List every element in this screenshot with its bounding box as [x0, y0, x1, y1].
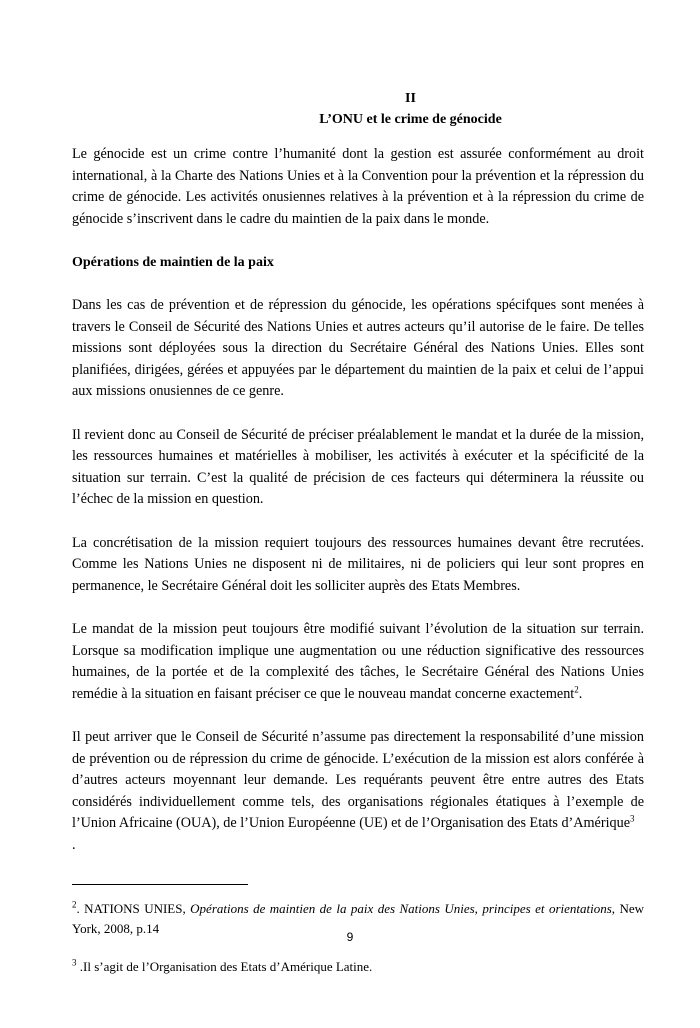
footnote-ref-2: 2 — [574, 683, 579, 694]
paragraph-4 — [72, 619, 644, 705]
chapter-title: L’ONU et le crime de génocide — [319, 112, 502, 127]
paragraph-1: Dans les cas de prévention et de répression du génocide, les opérations spécifques sont menées à travers le Conseil de Sécurité des Nations Unies et autres acteurs qu’il autorise de le faire. De telles missions sont déployées sous la direction du Secrétaire Général des Nations Unies. Elles sont planifiées, dirigées, gérées et appuyées par le département du maintien de la paix et celui de l’appui aux missions onusiennes de ce genre. — [72, 297, 644, 399]
section-heading: Opérations de maintien de la paix — [72, 255, 274, 270]
footnote-ref-3: 3 — [630, 813, 635, 824]
paragraph-4-end: . — [578, 685, 583, 702]
paragraph-2: Il revient donc au Conseil de Sécurité de préciser préalablement le mandat et la durée de la mission, les ressources humaines et matérielles à mobiliser, les activités à exécuter et la spécificité de la situation sur terrain. C’est la qualité de précision de ces facteurs qui déterminera la réussite ou l’échec de la mission en question. — [72, 426, 644, 507]
footnote-2-post: , New York, 2008, p.14 — [72, 901, 644, 936]
page-number: 9 — [346, 930, 354, 944]
footnote-2-mark: 2 — [72, 899, 77, 910]
paragraph-5 — [72, 727, 644, 835]
chapter-number: II — [405, 91, 416, 106]
chapter-title-block — [177, 88, 644, 130]
footnote-separator — [72, 884, 248, 885]
footnote-3-text: .Il s’agit de l’Organisation des Etats d’Amérique Latine. — [76, 959, 373, 974]
paragraph-5-end: . — [72, 836, 76, 853]
footnote-2-pre: . NATIONS UNIES, — [76, 901, 191, 916]
intro-paragraph: Le génocide est un crime contre l’humanité dont la gestion est assurée conformément au droit international, à la Charte des Nations Unies et à la Convention pour la prévention et la répression du crime de génocide. Les activités onusiennes relatives à la prévention et à la répression du crime de génocide s’inscrivent dans le cadre du maintien de la paix dans le monde. — [72, 146, 644, 227]
footnote-3 — [72, 957, 644, 977]
paragraph-4-text: Le mandat de la mission peut toujours être modifié suivant l’évolution de la situation sur terrain. Lorsque sa modification implique une augmentation ou une réduction significative des ressources humaines, de la portée et de la complexité des tâches, le Secrétaire Général des Nations Unies remédie à la situation en faisant préciser ce que le nouveau mandat concerne exactement — [72, 621, 644, 702]
paragraph-5-text: Il peut arriver que le Conseil de Sécurité n’assume pas directement la responsabilité d’une mission de prévention ou de répression du crime de génocide. L’exécution de la mission est alors conférée à d’autres acteurs moyennant leur demande. Les requérants peuvent être entre autres des Etats considérés individuellement comme tels, des organisations régionales étatiques à l’exemple de l’Union Africaine (OUA), de l’Union Européenne (UE) et de l’Organisation des Etats d’Amérique — [72, 729, 644, 831]
paragraph-3: La concrétisation de la mission requiert toujours des ressources humaines devant être recrutées. Comme les Nations Unies ne disposent ni de militaires, ni de policiers qui leur sont propres en permanence, le Secrétaire Général doit les solliciter auprès des Etats Membres. — [72, 534, 644, 594]
page-body — [72, 88, 644, 977]
footnote-3-mark: 3 — [72, 957, 77, 968]
footnote-2-title: Opérations de maintien de la paix des Nations Unies, principes et orientations — [190, 901, 612, 916]
